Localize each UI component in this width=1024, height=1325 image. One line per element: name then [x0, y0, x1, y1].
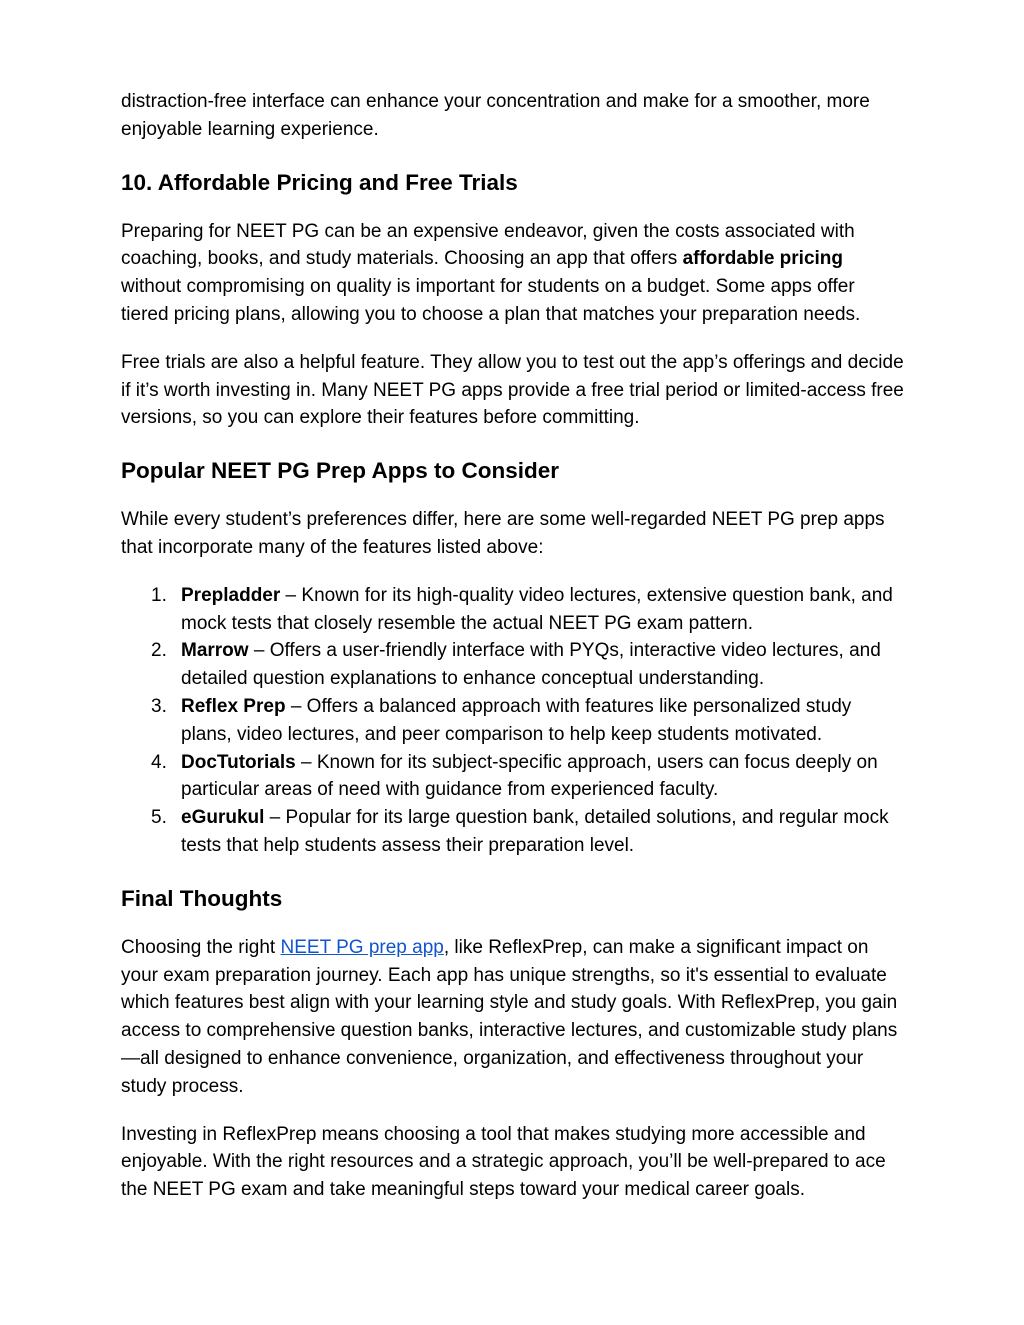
list-item-number: 5.	[151, 807, 167, 829]
popular-apps-intro: While every student’s preferences differ, here are some well-regarded NEET PG prep apps that incorporate many of the features listed above:	[121, 509, 885, 558]
app-description: – Popular for its large question bank, detailed solutions, and regular mock tests that help students assess their preparation level.	[181, 807, 889, 856]
pricing-p1-text-before: Preparing for NEET PG can be an expensive endeavor, given the costs associated with coaching, books, and study materials. Choosing an app that offers	[121, 220, 855, 270]
document-page	[121, 88, 906, 1204]
pricing-heading: 10. Affordable Pricing and Free Trials	[121, 169, 518, 195]
app-name: Reflex Prep	[181, 695, 286, 717]
list-item	[151, 693, 906, 749]
final-paragraph-2: Investing in ReflexPrep means choosing a tool that makes studying more accessible and enjoyable. With the right resources and a strategic approach, you’ll be well-prepared to ace the NEET PG exam and take meaningful steps toward your medical career goals.	[121, 1123, 886, 1201]
final-p1-text-before: Choosing the right	[121, 936, 281, 958]
app-description: – Known for its high-quality video lectures, extensive question bank, and mock tests that closely resemble the actual NEET PG exam pattern.	[181, 584, 893, 634]
list-item-number: 1.	[151, 584, 167, 606]
app-name: DocTutorials	[181, 751, 296, 773]
list-item-number: 3.	[151, 695, 167, 717]
app-name: Marrow	[181, 640, 249, 662]
apps-list	[121, 582, 906, 860]
list-item-number: 2.	[151, 640, 167, 662]
app-description: – Known for its subject-specific approach, users can focus deeply on particular areas of need with guidance from experienced faculty.	[181, 751, 878, 801]
intro-paragraph: distraction-free interface can enhance your concentration and make for a smoother, more enjoyable learning experience.	[121, 91, 870, 140]
app-name: eGurukul	[181, 807, 265, 829]
list-item	[151, 637, 906, 693]
pricing-p1-text-after: without compromising on quality is important for students on a budget. Some apps offer tiered pricing plans, allowing you to choose a plan that matches your preparation needs.	[121, 276, 861, 325]
app-description: – Offers a balanced approach with features like personalized study plans, video lectures, and peer comparison to help keep students motivated.	[181, 695, 852, 745]
final-p1-text-after: , like ReflexPrep, can make a significant impact on your exam preparation journey. Each app has unique strengths, so it's essential to evaluate which features best align with your learning style and study goals. With ReflexPrep, you gain access to comprehensive question banks, interactive lectures, and customizable study plans—all designed to enhance convenience, organization, and effectiveness throughout your study process.	[121, 936, 898, 1097]
app-description: – Offers a user-friendly interface with PYQs, interactive video lectures, and detailed question explanations to enhance conceptual understanding.	[181, 640, 881, 690]
final-paragraph-1	[121, 934, 906, 1101]
list-item	[151, 804, 906, 860]
list-item-number: 4.	[151, 751, 167, 773]
pricing-paragraph-2: Free trials are also a helpful feature. They allow you to test out the app’s offerings and decide if it’s worth investing in. Many NEET PG apps provide a free trial period or limited-access free versions, so you can explore their features before committing.	[121, 351, 904, 429]
popular-apps-heading: Popular NEET PG Prep Apps to Consider	[121, 458, 559, 484]
app-name: Prepladder	[181, 584, 281, 606]
pricing-paragraph-1	[121, 218, 906, 329]
affordable-pricing-bold: affordable pricing	[682, 248, 844, 270]
list-item	[151, 582, 906, 638]
neet-pg-prep-app-link[interactable]: NEET PG prep app	[280, 936, 444, 958]
final-thoughts-heading: Final Thoughts	[121, 885, 283, 911]
list-item	[151, 749, 906, 805]
